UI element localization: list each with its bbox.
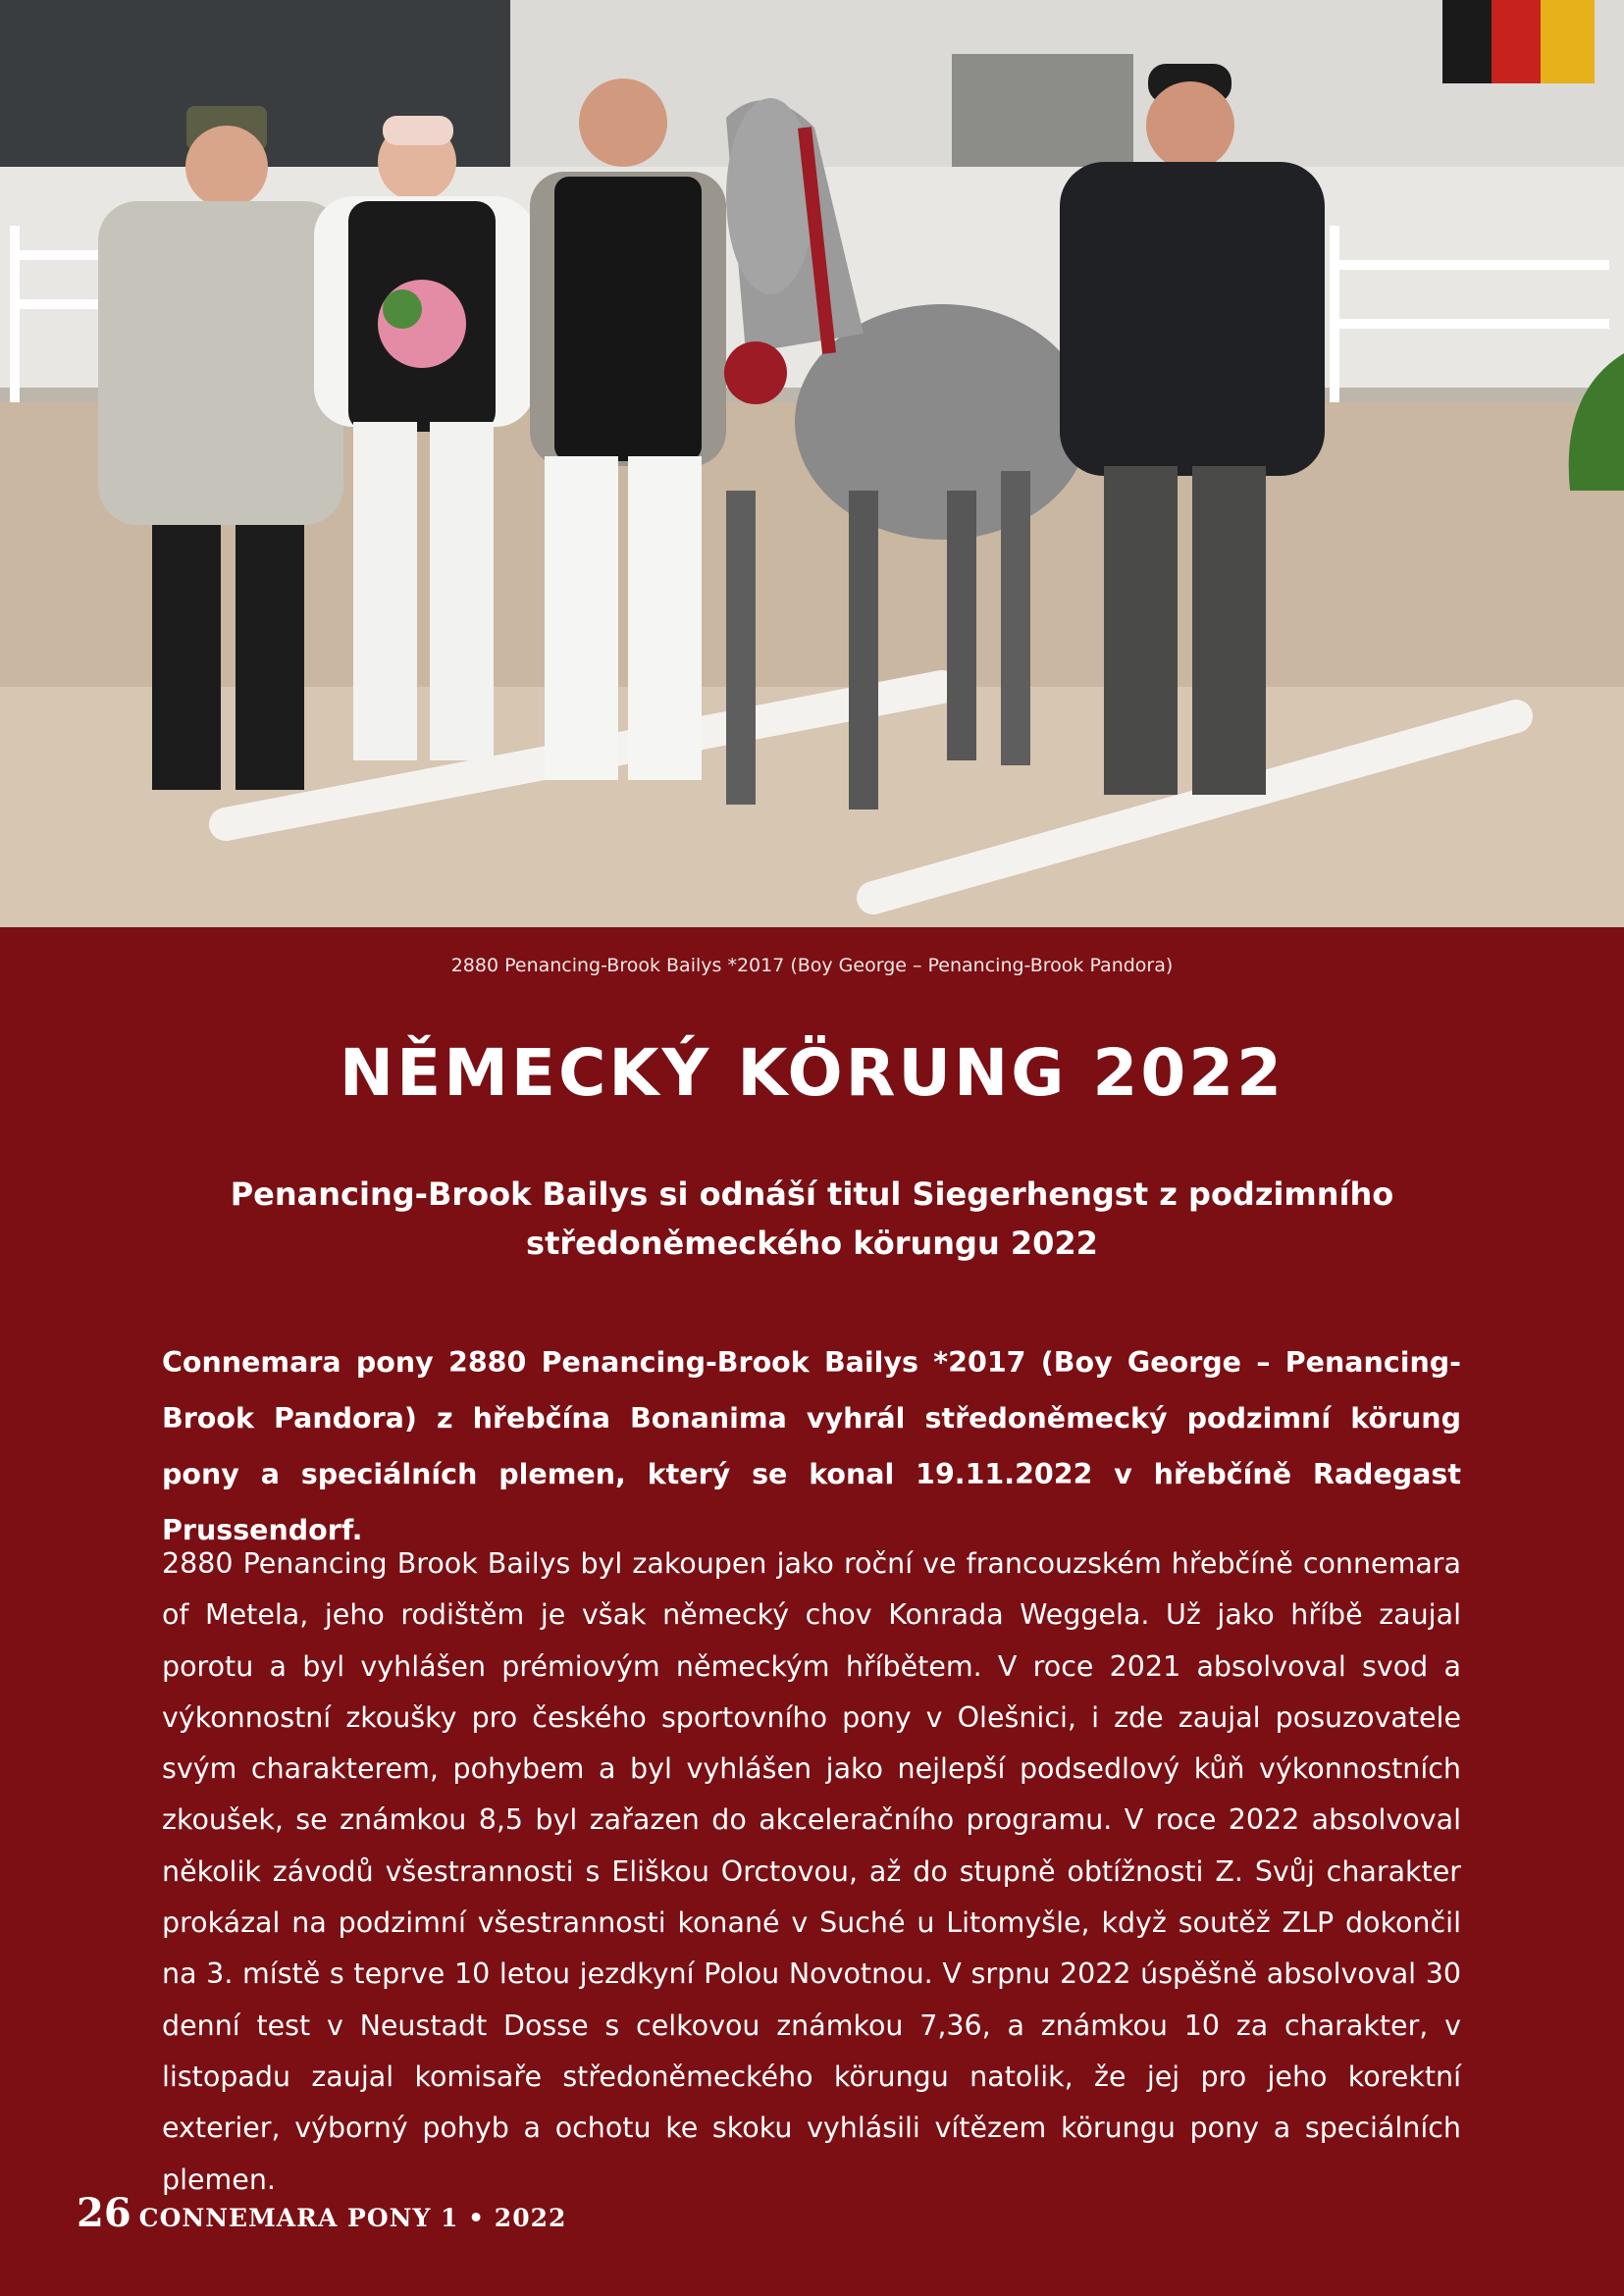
page-number: 26 xyxy=(77,2190,131,2236)
page-footer xyxy=(77,2190,566,2236)
lead-paragraph: Connemara pony 2880 Penancing-Brook Bailys *2017 (Boy George – Penancing-Brook Pandora) z hřebčína Bonanima vyhrál středoněmecký podzimní körung pony a speciálních plemen, který se konal 19.11.2022 v hřebčíně Radegast Prussendorf. xyxy=(162,1346,1461,1546)
article-subtitle: Penancing-Brook Bailys si odnáší titul Siegerhengst z podzimního středoněmeckého körungu 2022 xyxy=(230,1175,1394,1262)
photo-caption: 2880 Penancing-Brook Bailys *2017 (Boy George – Penancing-Brook Pandora) xyxy=(450,955,1174,976)
photo xyxy=(0,0,1624,927)
magazine-name: CONNEMARA PONY 1 • 2022 xyxy=(138,2204,567,2232)
arena-photo-illustration xyxy=(0,0,1624,927)
body-paragraph: 2880 Penancing Brook Bailys byl zakoupen jako roční ve francouzském hřebčíně connemara of Metela, jeho rodištěm je však německý chov Konrada Weggela. Už jako hříbě zaujal porotu a byl vyhlášen prémiovým německým hříbětem. V roce 2021 absolvoval svod a výkonnostní zkoušky pro českého sportovního pony v Olešnici, i zde zaujal posuzovatele svým charakterem, pohybem a byl vyhlášen jako nejlepší podsedlový kůň výkonnostních zkoušek, se známkou 8,5 byl zařazen do akceleračního programu. V roce 2022 absolvoval několik závodů všestrannosti s Eliškou Orctovou, až do stupně obtížnosti Z. Svůj charakter prokázal na podzimní všestrannosti konané v Suché u Litomyšle, když soutěž ZLP dokončil na 3. místě s teprve 10 letou jezdkyní Polou Novotnou. V srpnu 2022 úspěšně absolvoval 30 denní test v Neustadt Dosse s celkovou známkou 7,36, a známkou 10 za charakter, v listopadu zaujal komisaře středoněmeckého körungu natolik, že jej pro jeho korektní exterier, výborný pohyb a ochotu ke skoku vyhlásili vítězem körungu pony a speciálních plemen. xyxy=(162,1547,1461,2196)
article-title: NĚMECKÝ KÖRUNG 2022 xyxy=(339,1035,1285,1111)
